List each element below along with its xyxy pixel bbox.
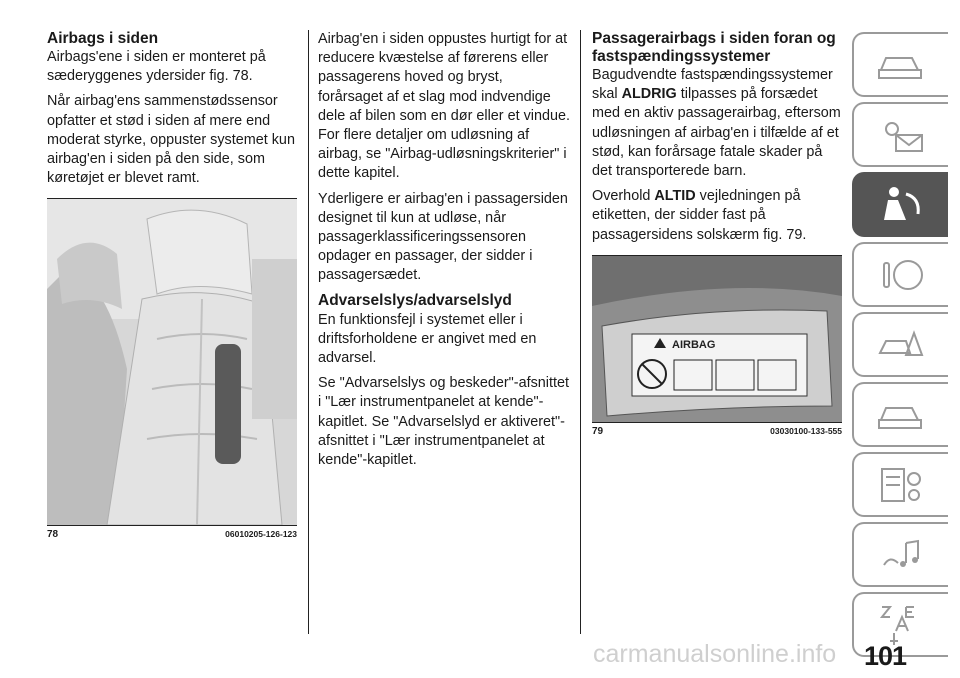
paragraph: Når airbag'ens sammenstødssensor opfatter et stød i siden af mere end moderat styrke, oppuster systemet kun airbag'en i siden på den side, som køretøjet er blevet ramt. xyxy=(47,93,295,187)
chapter-tabs xyxy=(852,32,948,662)
column-1 xyxy=(47,30,297,540)
tab-car-info[interactable] xyxy=(852,32,948,97)
safety-airbag-icon xyxy=(876,184,926,226)
maintenance-icon xyxy=(876,398,926,432)
seat-photo xyxy=(47,199,297,525)
column-divider xyxy=(308,30,309,634)
paragraph: Bagudvendte fastspændingssystemer skal ALDRIG tilpasses på forsædet med en aktiv passagerairbag, eftersom udløsningen af airbag'en i tilfælde af et stød, kan forårsage fatale skader på det transporterede barn. xyxy=(592,67,841,180)
seat-illustration xyxy=(47,199,297,525)
paragraph: Se "Advarselslys og beskeder"-afsnittet i "Lær instrumentpanelet at kende"-kapitlet. Se "Advarselslyd er aktiveret"-afsnittet i "Lær instrumentpanelet at kende"-kapitlet. xyxy=(318,375,569,469)
figure-caption xyxy=(592,423,842,437)
watermark: carmanualsonline.info xyxy=(593,640,837,668)
paragraph: En funktionsfejl i systemet eller i driftsforholdene er angivet med en advarsel. xyxy=(318,311,537,367)
technical-data-icon xyxy=(876,465,926,505)
starting-driving-icon xyxy=(876,255,926,295)
multimedia-icon xyxy=(876,535,926,575)
heading-warning: Advarselslys/advarselslyd xyxy=(318,291,512,309)
index-icon xyxy=(876,603,926,647)
paragraph: Airbag'en i siden oppustes hurtigt for at reducere kvæstelse af førerens eller passagerens hoved og bryst, forårsaget af et slag mod indvendige dele af bilen som en dør eller et vindue. For flere detaljer om udløsning af airbag, se "Airbag-udløsningskriterier" i dette kapitel. xyxy=(318,31,570,182)
sun-visor-photo xyxy=(592,256,842,422)
column-2 xyxy=(318,30,570,476)
tab-multimedia[interactable] xyxy=(852,522,948,587)
figure-78 xyxy=(47,198,297,540)
column-3 xyxy=(592,30,842,437)
figure-caption xyxy=(47,526,297,540)
figure-code: 03030100-133-555 xyxy=(770,425,842,436)
column-divider xyxy=(580,30,581,634)
emphasis-never: ALDRIG xyxy=(621,86,677,103)
figure-number: 78 xyxy=(47,529,59,541)
tab-emergency[interactable] xyxy=(852,312,948,377)
car-info-icon xyxy=(876,48,926,82)
figure-code: 06010205-126-123 xyxy=(225,529,297,540)
emphasis-always: ALTID xyxy=(654,188,696,205)
tab-starting-driving[interactable] xyxy=(852,242,948,307)
sun-visor-illustration xyxy=(592,256,842,422)
tab-maintenance[interactable] xyxy=(852,382,948,447)
airbag-label-text: AIRBAG xyxy=(672,338,716,351)
emergency-icon xyxy=(876,325,926,365)
paragraph: Airbags'ene i siden er monteret på sæderyggenes ydersider fig. 78. xyxy=(47,49,266,85)
figure-number: 79 xyxy=(592,425,604,437)
figure-79 xyxy=(592,255,842,437)
tab-warning-lights[interactable] xyxy=(852,102,948,167)
heading-passenger-airbags: Passagerairbags i siden foran og fastspændingssystemer xyxy=(592,30,836,65)
warning-lights-icon xyxy=(876,115,926,155)
tab-safety[interactable] xyxy=(852,172,948,237)
tab-technical-data[interactable] xyxy=(852,452,948,517)
page-number: 101 xyxy=(864,641,907,671)
heading-side-airbags: Airbags i siden xyxy=(47,30,159,47)
paragraph: Yderligere er airbag'en i passagersiden designet til kun at udløse, når passagerklassificeringssensoren opdager en passager, der sidder i passagersædet. xyxy=(318,190,568,284)
paragraph: Overhold ALTID vejledningen på etiketten, der sidder fast på passagersidens solskærm fig. 79. xyxy=(592,188,807,243)
